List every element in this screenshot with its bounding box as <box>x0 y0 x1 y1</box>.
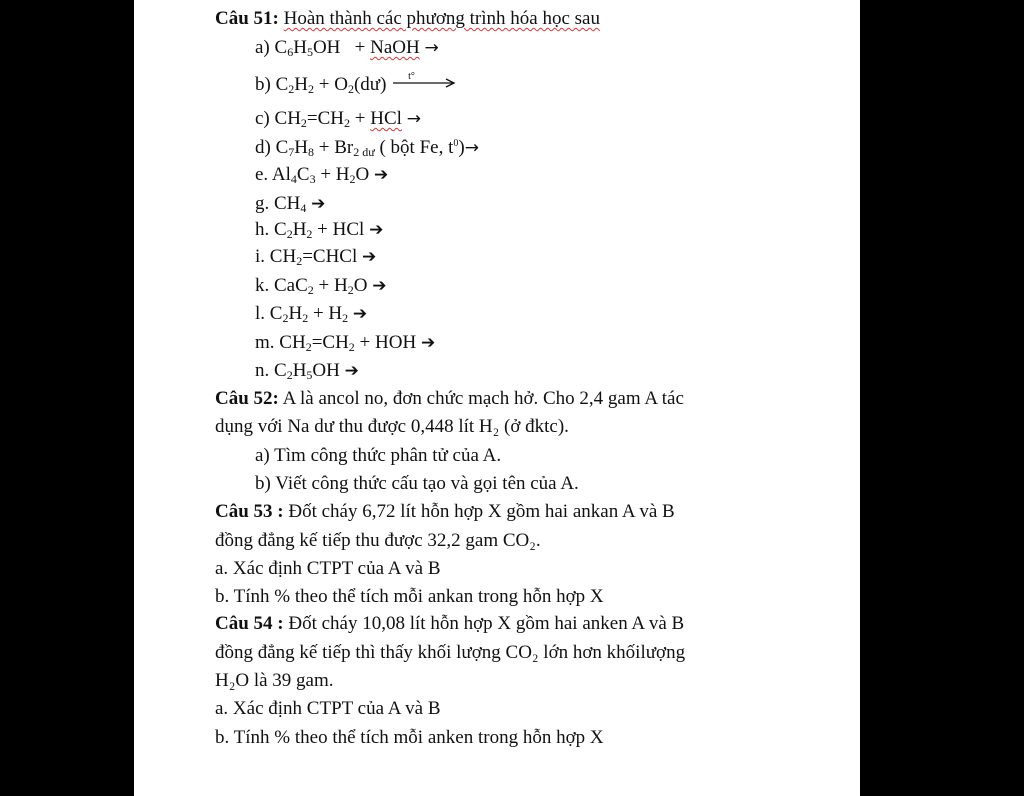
item-b-label: b) <box>255 74 271 95</box>
q52-part-a: a) Tìm công thức phân tử của A. <box>255 445 502 466</box>
q54-title: Câu 54 : <box>215 613 284 634</box>
q51-item-d: d) $C_7H_8 + Br_{2 dư}$ ( bột Fe, $t^0)\to$ <box>255 137 479 159</box>
q51-item-h: h. $C_2H_2$ + HCl ➔ <box>255 219 384 241</box>
arrow-right-icon: ➔ <box>420 333 436 353</box>
q54-line1 <box>215 612 684 636</box>
q51-item-c: c) $CH_2=CH_2$ + HCl → <box>255 108 421 130</box>
item-l-label: l. <box>255 303 266 324</box>
q52-title: Câu 52: <box>215 388 279 409</box>
q54-part-a: a. Xác định CTPT của A và B <box>215 698 441 719</box>
item-i-label: i. <box>255 246 266 267</box>
q52-line2: dụng với Na dư thu được 0,448 lít H₂ (ở đktc). <box>215 416 569 437</box>
q51-item-e: e. $Al_4C_3 + H_2O$ ➔ <box>255 164 389 186</box>
q54-line2: đồng đẳng kế tiếp thì thấy khối lượng CO₂ lớn hơn khốilượng <box>215 642 686 663</box>
reaction-arrow-heat-icon <box>391 71 435 90</box>
q51-item-a: a) $C_6H_5OH$ + NaOH → <box>255 37 439 59</box>
arrow-right-icon: ➔ <box>352 304 368 324</box>
q51-item-i: i. $CH_2=CHCl$ ➔ <box>255 246 377 268</box>
arrow-right-icon: → <box>424 38 439 58</box>
item-g-label: g. <box>255 193 270 214</box>
item-d-label: d) <box>255 137 271 158</box>
arrow-right-icon: ➔ <box>362 247 377 267</box>
item-k-label: k. <box>255 275 270 296</box>
q52-line1-text: A là ancol no, đơn chức mạch hở. Cho 2,4 gam A tác <box>282 388 684 409</box>
document-page <box>134 0 860 796</box>
item-n-label: n. <box>255 360 270 381</box>
item-a-label: a) <box>255 37 270 58</box>
q51-title: Câu 51: <box>215 8 279 29</box>
arrow-right-icon: ➔ <box>311 194 326 214</box>
q54-line1-text: Đốt cháy 10,08 lít hỗn hợp X gồm hai anken A và B <box>288 613 685 634</box>
q52-part-b: b) Viết công thức cấu tạo và gọi tên của A. <box>255 473 579 494</box>
arrow-right-icon: → <box>464 138 479 158</box>
heat-condition: t° <box>408 71 415 82</box>
q54-line3: H₂O là 39 gam. <box>215 670 334 691</box>
arrow-right-icon: ➔ <box>344 361 359 381</box>
q53-part-b: b. Tính % theo thể tích mỗi ankan trong hỗn hợp X <box>215 586 604 607</box>
q53-title: Câu 53 : <box>215 501 284 522</box>
q51-item-b: b) $C_2H_2$ + $O_2(dư)$ t° <box>255 73 435 97</box>
q51-text: Hoàn thành các phương trình hóa học sau <box>283 8 600 29</box>
q51-item-g: g. $CH_4$ ➔ <box>255 193 326 215</box>
q51-item-l: l. $C_2H_2 + H_2$ ➔ <box>255 303 368 325</box>
q51-item-m: m. $CH_2=CH_2$ + HOH ➔ <box>255 332 436 354</box>
item-m-label: m. <box>255 332 275 353</box>
q54-part-b: b. Tính % theo thể tích mỗi anken trong hỗn hợp X <box>215 727 604 748</box>
arrow-right-icon: ➔ <box>374 165 389 185</box>
q51-item-k: k. $CaC_2 + H_2O$ ➔ <box>255 275 387 297</box>
item-h-label: h. <box>255 219 270 240</box>
item-e-label: e. <box>255 164 269 185</box>
arrow-right-icon: → <box>406 109 421 129</box>
q51-heading <box>215 7 600 31</box>
q53-part-a: a. Xác định CTPT của A và B <box>215 558 441 579</box>
arrow-right-icon: ➔ <box>369 220 384 240</box>
arrow-right-icon: ➔ <box>372 276 387 296</box>
q53-line1-text: Đốt cháy 6,72 lít hỗn hợp X gồm hai ankan A và B <box>288 501 675 522</box>
q53-line2: đồng đẳng kế tiếp thu được 32,2 gam CO₂. <box>215 530 541 551</box>
item-c-label: c) <box>255 108 270 129</box>
q52-line1 <box>215 387 684 411</box>
q53-line1 <box>215 500 675 524</box>
item-d-condition: ( bột Fe, t <box>379 137 454 158</box>
q51-item-n: n. $C_2H_5OH$ ➔ <box>255 360 359 382</box>
